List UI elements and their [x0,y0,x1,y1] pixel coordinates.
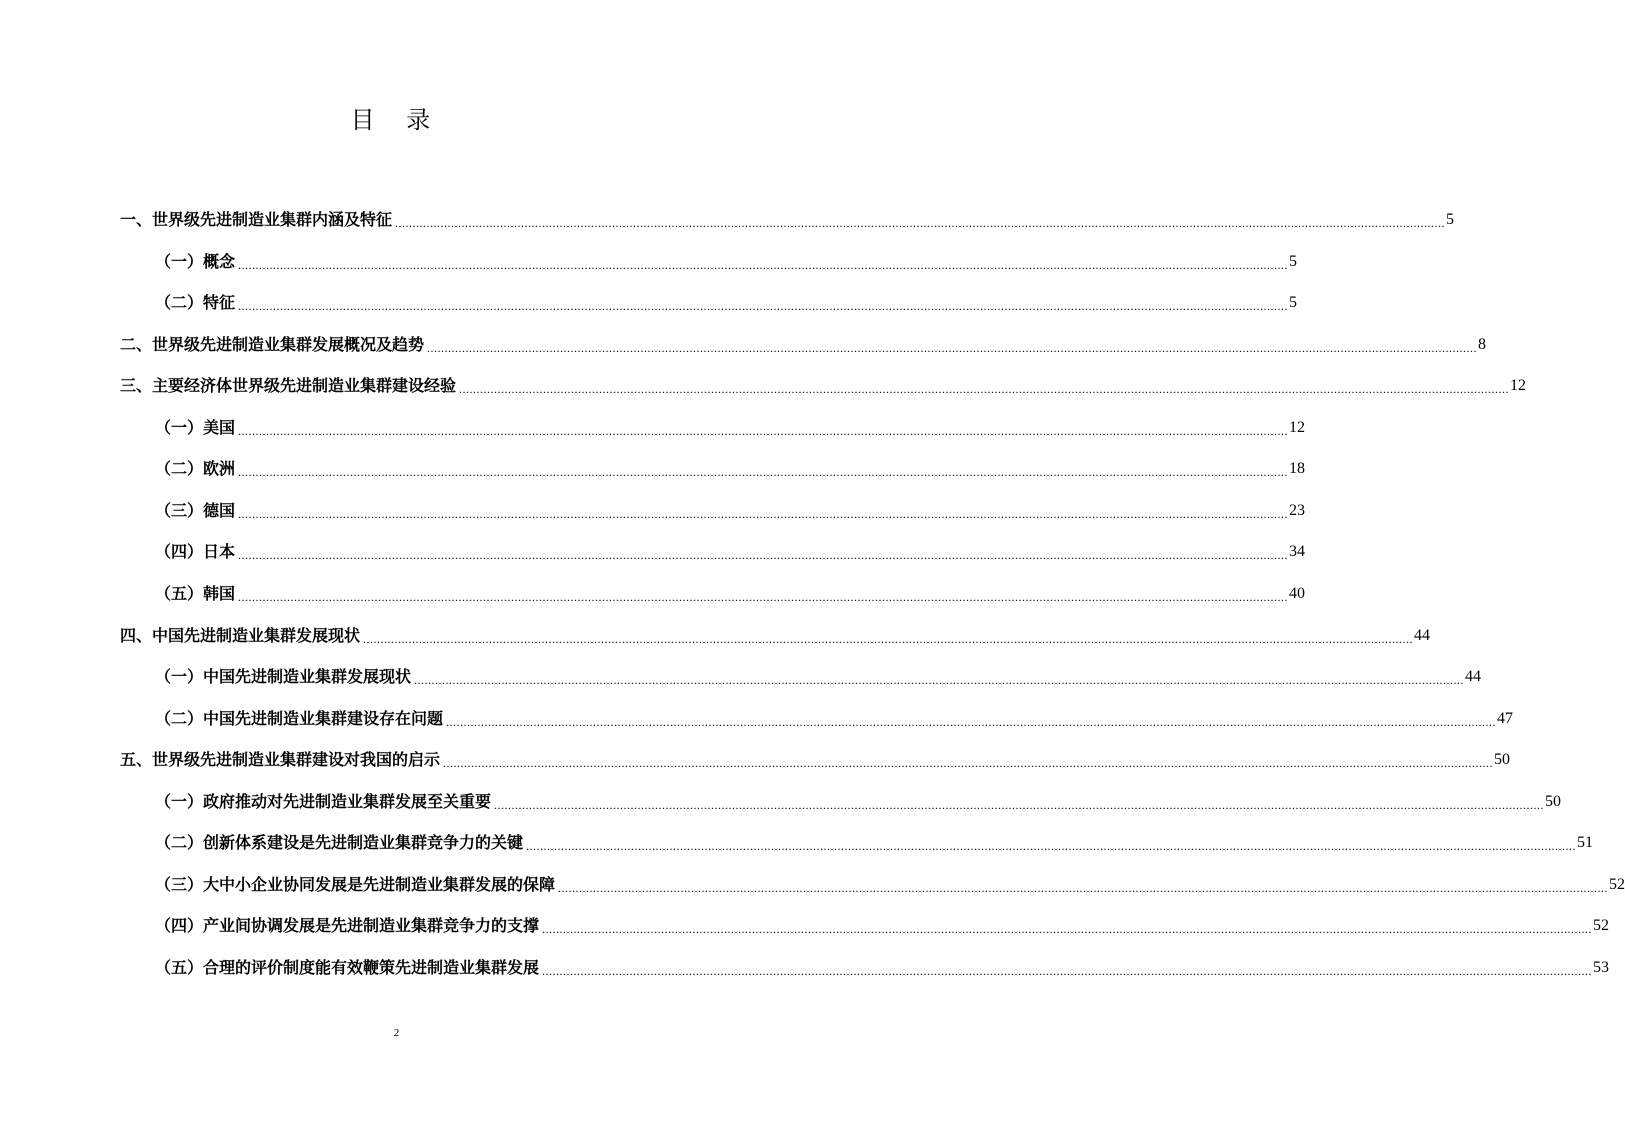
toc-entry-page: 18 [1289,460,1306,478]
toc-leader-dots: ............................................................................................................................................................................................................................................................................................................ [238,257,1289,272]
toc-entry-page: 8 [1478,335,1487,353]
toc-entry-page: 5 [1446,211,1455,228]
toc-entry-page: 44 [1414,626,1431,644]
toc-leader-dots: ............................................................................................................................................................................................................................................................................................................ [459,382,1510,397]
toc-leader-dots: ............................................................................................................................................................................................................................................................................................................ [238,548,1289,563]
toc-entry-title: （二）中国先进制造业集群建设存在问题 [155,708,444,728]
toc-entry-page: 53 [1593,958,1610,976]
toc-entry-title: （四）日本 [155,542,236,562]
toc-entry-title: （一）政府推动对先进制造业集群发展至关重要 [155,791,492,811]
toc-entry[interactable] [155,455,1306,480]
toc-entry[interactable] [155,912,1610,937]
toc-leader-dots: ............................................................................................................................................................................................................................................................................................................ [238,589,1289,604]
toc-entry-title: （一）中国先进制造业集群发展现状 [155,667,412,687]
toc-entry[interactable] [155,538,1306,563]
toc-leader-dots: ............................................................................................................................................................................................................................................................................................................ [427,340,1478,355]
toc-entry-page: 52 [1609,875,1625,893]
toc-entry[interactable] [155,954,1610,978]
toc-leader-dots: ............................................................................................................................................................................................................................................................................................................ [542,963,1593,978]
toc-entry-page: 5 [1289,252,1298,270]
toc-entry[interactable] [155,663,1482,688]
toc-leader-dots: ............................................................................................................................................................................................................................................................................................................ [363,631,1414,646]
toc-entry-title: （四）产业间协调发展是先进制造业集群竞争力的支撑 [155,916,540,936]
toc-entry[interactable] [120,622,1431,646]
toc-entry-title: （二）欧洲 [155,459,236,479]
page-title: 目 录 [350,106,443,134]
toc-entry-page: 23 [1289,501,1306,519]
toc-entry[interactable] [155,497,1306,521]
toc-entry-page: 34 [1289,543,1306,561]
toc-entry[interactable] [120,206,1455,230]
toc-entry[interactable] [155,289,1298,314]
toc-entry[interactable] [155,580,1306,604]
toc-entry-title: 二、世界级先进制造业集群发展概况及趋势 [120,334,425,354]
toc-entry-title: （五）韩国 [155,583,236,603]
toc-entry-title: （一）美国 [155,417,236,437]
toc-leader-dots: ............................................................................................................................................................................................................................................................................................................ [238,423,1289,438]
toc-entry-title: 五、世界级先进制造业集群建设对我国的启示 [120,750,441,770]
toc-entry[interactable] [120,372,1527,397]
toc-entry-title: （二）特征 [155,293,236,313]
toc-leader-dots: ............................................................................................................................................................................................................................................................................................................ [395,216,1446,230]
toc-leader-dots: ............................................................................................................................................................................................................................................................................................................ [446,714,1497,729]
toc-entry-page: 47 [1497,709,1514,727]
toc-entry-page: 52 [1593,917,1610,935]
toc-leader-dots: ............................................................................................................................................................................................................................................................................................................ [238,465,1289,480]
toc-entry[interactable] [155,871,1625,895]
toc-entry-page: 12 [1510,377,1527,395]
toc-entry[interactable] [120,331,1487,355]
toc-entry-title: 四、中国先进制造业集群发展现状 [120,625,361,645]
toc-entry-page: 50 [1545,792,1562,810]
toc-entry-title: （三）大中小企业协同发展是先进制造业集群发展的保障 [155,874,556,894]
toc-entry-title: 一、世界级先进制造业集群内涵及特征 [120,210,393,229]
toc-leader-dots: ............................................................................................................................................................................................................................................................................................................ [542,922,1593,937]
toc-entry-title: （二）创新体系建设是先进制造业集群竞争力的关键 [155,833,524,853]
toc-entry-title: 三、主要经济体世界级先进制造业集群建设经验 [120,376,457,396]
toc-leader-dots: ............................................................................................................................................................................................................................................................................................................ [494,797,1545,812]
toc-leader-dots: ............................................................................................................................................................................................................................................................................................................ [238,506,1289,521]
toc-entry-page: 51 [1577,834,1594,852]
toc-entry[interactable] [155,705,1514,729]
toc-leader-dots: ............................................................................................................................................................................................................................................................................................................ [526,839,1577,854]
toc-leader-dots: ............................................................................................................................................................................................................................................................................................................ [558,880,1609,895]
toc-entry-title: （五）合理的评价制度能有效鞭策先进制造业集群发展 [155,957,540,977]
toc-entry[interactable] [155,788,1562,812]
toc-entry-page: 40 [1289,584,1306,602]
toc-leader-dots: ............................................................................................................................................................................................................................................................................................................ [414,673,1465,688]
page-number: 2 [393,1027,400,1039]
toc-entry-page: 44 [1465,668,1482,686]
toc-entry-page: 5 [1289,294,1298,312]
toc-entry-title: （三）德国 [155,500,236,520]
toc-leader-dots: ............................................................................................................................................................................................................................................................................................................ [238,299,1289,314]
toc-entry[interactable] [120,746,1511,771]
toc-entry[interactable] [155,829,1594,854]
toc-entry-page: 12 [1289,418,1306,436]
toc-leader-dots: ............................................................................................................................................................................................................................................................................................................ [443,756,1494,771]
toc-entry[interactable] [155,414,1306,438]
toc-entry-page: 50 [1494,751,1511,769]
toc-entry[interactable] [155,248,1298,272]
toc-entry-title: （一）概念 [155,251,236,271]
